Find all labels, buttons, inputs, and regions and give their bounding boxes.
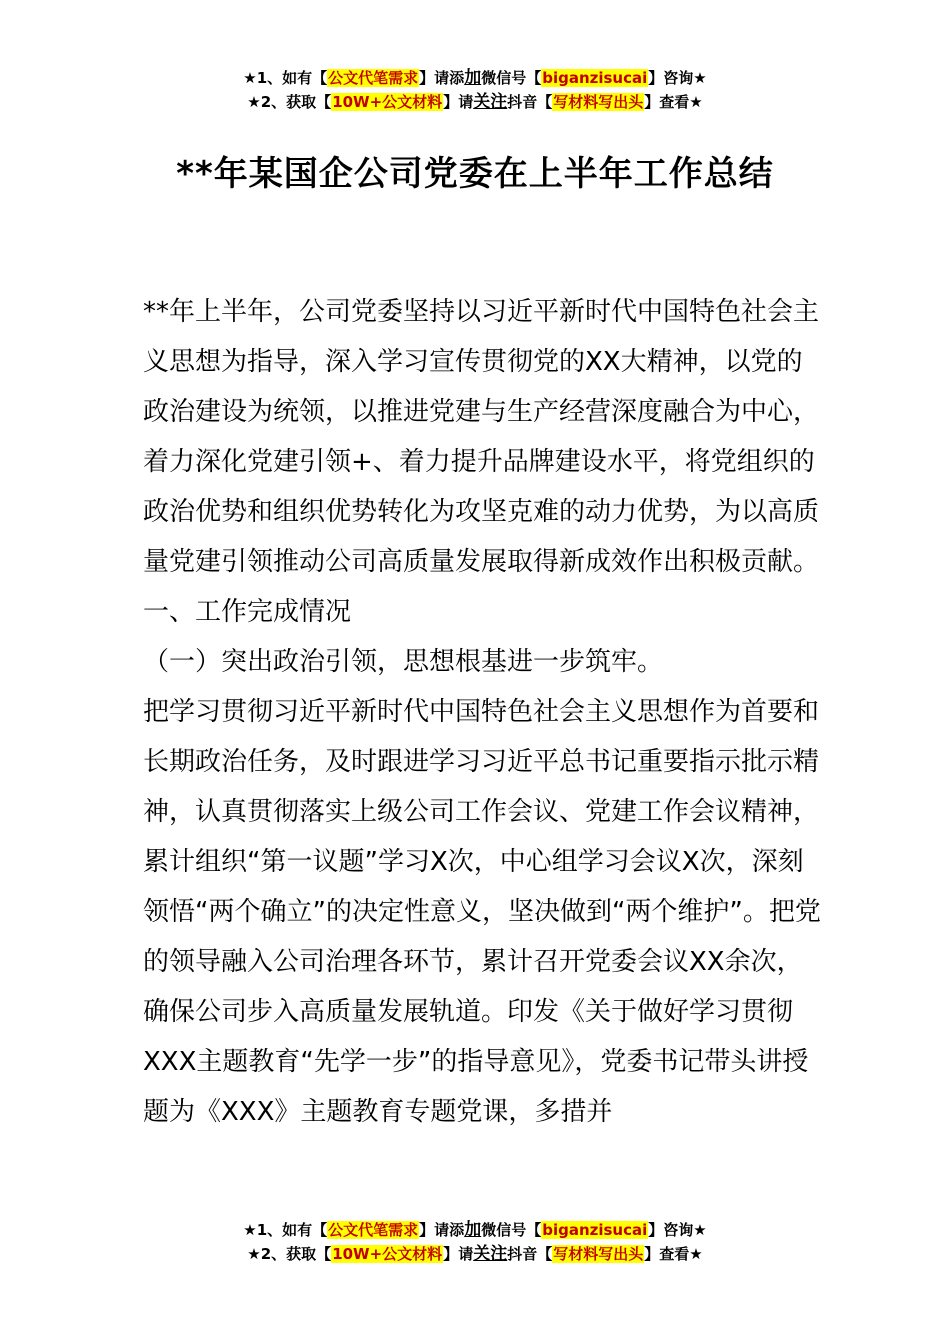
promo-wechat-id: biganzisucai — [542, 1221, 648, 1239]
subsection-paragraph: 把学习贯彻习近平新时代中国特色社会主义思想作为首要和长期政治任务，及时跟进学习习近平总书记重要指示批示精神，认真贯彻落实上级公司工作会议、党建工作会议精神，累计组织“第一议题”学习X次，中心组学习会议X次，深刻领悟“两个确立”的决定性意义，坚决做到“两个维护”。把党的领导融入公司治理各环节，累计召开党委会议XX余次，确保公司步入高质量发展轨道。印发《关于做好学习贯彻XXX主题教育“先学一步”的指导意见》，党委书记带头讲授题为《XXX》主题教育专题党课，多措并 — [143, 697, 821, 1127]
promo-wechat-id: biganzisucai — [542, 69, 648, 87]
header-promo-banner — [0, 66, 950, 114]
footer-promo-banner — [0, 1218, 950, 1266]
promo-line-1: ★1、如有【公文代笔需求】请添加微信号【biganzisucai】咨询★ — [243, 68, 707, 88]
promo-highlight: 10W+公文材料 — [332, 1245, 443, 1263]
promo-douyin-id: 写材料写出头 — [553, 93, 644, 111]
promo-highlight: 10W+公文材料 — [332, 93, 443, 111]
subsection-heading: （一）突出政治引领，思想根基进一步筑牢。 — [143, 647, 664, 677]
promo-line-2: ★2、获取【10W+公文材料】请关注抖音【写材料写出头】查看★ — [247, 1244, 703, 1264]
document-title: **年某国企公司党委在上半年工作总结 — [176, 154, 774, 194]
promo-highlight: 公文代笔需求 — [328, 1221, 419, 1239]
document-body — [143, 287, 823, 1137]
promo-line-2: ★2、获取【10W+公文材料】请关注抖音【写材料写出头】查看★ — [247, 92, 703, 112]
promo-highlight: 公文代笔需求 — [328, 69, 419, 87]
promo-douyin-id: 写材料写出头 — [553, 1245, 644, 1263]
intro-paragraph: **年上半年，公司党委坚持以习近平新时代中国特色社会主义思想为指导，深入学习宣传贯彻党的XX大精神，以党的政治建设为统领，以推进党建与生产经营深度融合为中心，着力深化党建引领+、着力提升品牌建设水平，将党组织的政治优势和组织优势转化为攻坚克难的动力优势，为以高质量党建引领推动公司高质量发展取得新成效作出积极贡献。 — [143, 297, 820, 577]
section-heading: 一、工作完成情况 — [143, 597, 352, 627]
promo-line-1: ★1、如有【公文代笔需求】请添加微信号【biganzisucai】咨询★ — [243, 1220, 707, 1240]
